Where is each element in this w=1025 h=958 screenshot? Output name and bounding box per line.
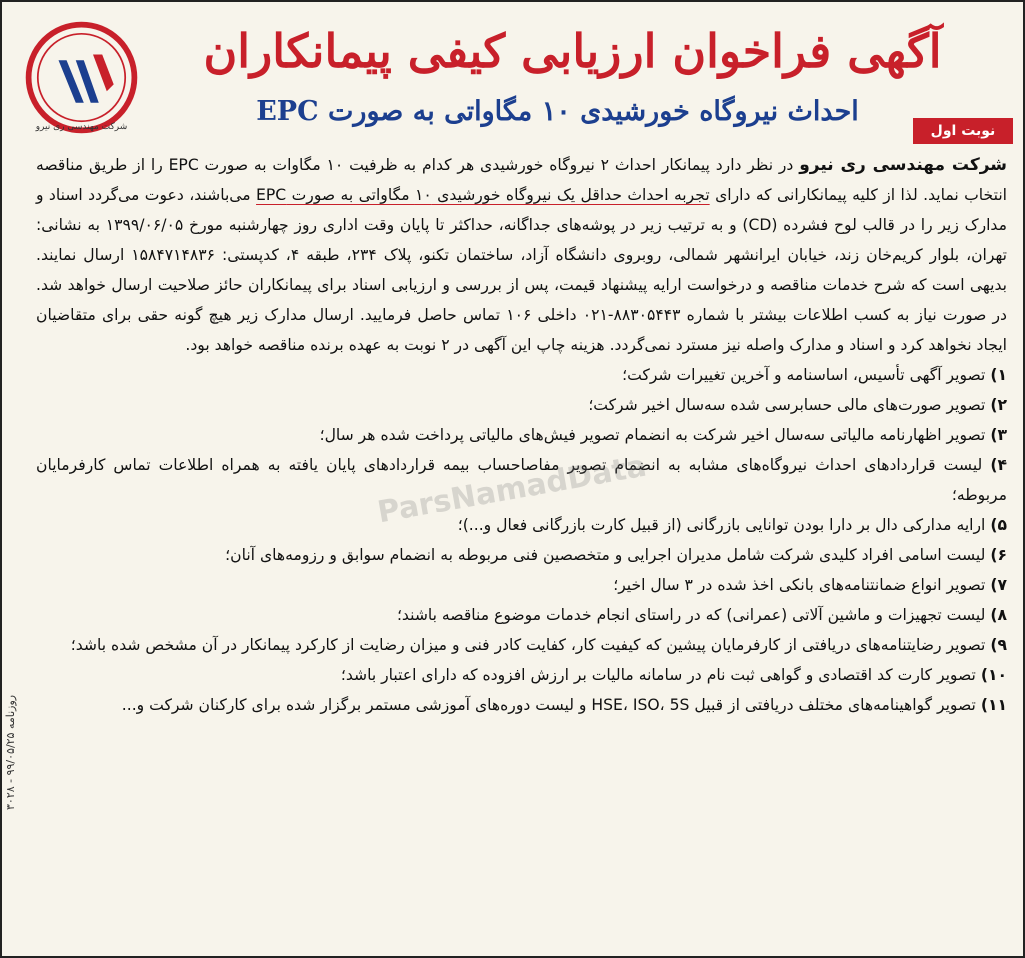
item-text: تصویر انواع ضمانتنامه‌های بانکی اخذ شده در ۳ سال اخیر؛ bbox=[613, 576, 991, 594]
list-item bbox=[36, 510, 1007, 540]
list-item bbox=[36, 420, 1007, 450]
item-number: ۴) bbox=[990, 456, 1007, 474]
item-number: ۹) bbox=[990, 636, 1007, 654]
item-text: تصویر رضایتنامه‌های دریافتی از کارفرمایان پیشین که کیفیت کار، کفایت کادر فنی و میزان رضایت از کارکرد پیمانکار در آن مشخص شده باشد؛ bbox=[70, 636, 991, 654]
item-text: تصویر کارت کد اقتصادی و گواهی ثبت نام در سامانه مالیات بر ارزش افزوده که دارای اعتبار باشد؛ bbox=[340, 666, 981, 684]
item-number: ۱۱) bbox=[980, 696, 1007, 714]
requirements-list bbox=[36, 360, 1007, 720]
item-text: تصویر آگهی تأسیس، اساسنامه و آخرین تغییرات شرکت؛ bbox=[622, 366, 991, 384]
list-item bbox=[36, 630, 1007, 660]
list-item bbox=[36, 660, 1007, 690]
logo-caption: شرکت مهندسی ری نیرو bbox=[35, 122, 128, 132]
item-text: لیست اسامی افراد کلیدی شرکت شامل مدیران اجرایی و متخصصین فنی مربوطه به انضمام سوابق و رزومه‌های آنان؛ bbox=[225, 546, 991, 564]
item-number: ۱) bbox=[990, 366, 1007, 384]
watermark: ParsNamadData bbox=[374, 448, 650, 531]
ad-title: آگهی فراخوان ارزیابی کیفی پیمانکاران bbox=[203, 24, 942, 78]
round-badge: نوبت اول bbox=[913, 118, 1013, 144]
list-item bbox=[36, 390, 1007, 420]
list-item bbox=[36, 600, 1007, 630]
list-item bbox=[36, 540, 1007, 570]
item-number: ۱۰) bbox=[980, 666, 1007, 684]
intro-paragraph bbox=[36, 150, 1007, 360]
ad-body bbox=[36, 150, 1007, 720]
ad-subtitle: احداث نیروگاه خورشیدی ۱۰ مگاواتی به صورت EPC bbox=[256, 96, 859, 127]
item-text: تصویر اظهارنامه مالیاتی سه‌سال اخیر شرکت به انضمام تصویر فیش‌های مالیاتی پرداخت شده هر سال؛ bbox=[319, 426, 991, 444]
intro-text-1: در نظر دارد پیمانکار احداث ۲ نیروگاه خورشیدی هر کدام به ظرفیت ۱۰ مگاوات به صورت EPC را از طریق مناقصه انتخاب نماید. لذا از کلیه پیمانکارانی که دارای bbox=[36, 156, 1008, 204]
newspaper-side-label: روزنامه ۹۹/۰۵/۲۵ - ۳۰۲۸ bbox=[4, 694, 17, 810]
item-number: ۵) bbox=[990, 516, 1007, 534]
item-number: ۶) bbox=[990, 546, 1007, 564]
company-name: شرکت مهندسی ری نیرو bbox=[799, 155, 1007, 175]
item-text: لیست قراردادهای احداث نیروگاه‌های مشابه به انضمام تصویر مفاصاحساب بیمه قراردادهای پایان یافته به همراه اطلاعات تماس کارفرمایان مربوطه؛ bbox=[36, 456, 1007, 504]
item-number: ۷) bbox=[990, 576, 1007, 594]
item-text: تصویر صورت‌های مالی حسابرسی شده سه‌سال اخیر شرکت؛ bbox=[588, 396, 991, 414]
list-item bbox=[36, 360, 1007, 390]
intro-underlined: تجربه احداث حداقل یک نیروگاه خورشیدی ۱۰ مگاواتی به صورت EPC bbox=[256, 186, 710, 204]
item-text: تصویر گواهینامه‌های مختلف دریافتی از قبیل HSE، ISO، 5S و لیست دوره‌های آموزشی مستمر برگزار شده برای کارکنان شرکت و... bbox=[121, 696, 981, 714]
item-number: ۸) bbox=[990, 606, 1007, 624]
intro-text-2: می‌باشند، دعوت می‌گردد اسناد و مدارک زیر را در قالب لوح فشرده (CD) و به ترتیب زیر در پوشه‌های جداگانه، حداکثر تا پایان وقت اداری روز چهارشنبه مورخ ۱۳۹۹/۰۶/۰۵ به نشانی: تهران، بلوار کریم‌خان زند، خیابان ایرانشهر شمالی، روبروی دانشگاه آزاد، ساختمان تکنو، پلاک ۲۳۴، طبقه ۴، کدپستی: ۱۵۸۴۷۱۴۸۳۶ ارسال نمایند. بدیهی است که شرح خدمات مناقصه و درخواست ارایه پیشنهاد قیمت، پس از بررسی و ارزیابی اسناد برای پیمانکاران حائز صلاحیت ارسال خواهد شد. در صورت نیاز به کسب اطلاعات بیشتر با شماره ۸۸۳۰۵۴۴۳-۰۲۱ داخلی ۱۰۶ تماس حاصل فرمایید. ارسال مدارک زیر هیچ گونه حقی برای متقاضیان ایجاد نخواهد کرد و اسناد و مدارک واصله نیز مسترد نمی‌گردد. هزینه چاپ این آگهی در ۲ نوبت به عهده برنده مناقصه خواهد بود. bbox=[36, 186, 1008, 354]
list-item bbox=[36, 570, 1007, 600]
company-logo-icon bbox=[24, 20, 139, 135]
item-number: ۲) bbox=[990, 396, 1007, 414]
item-number: ۳) bbox=[990, 426, 1007, 444]
item-text: لیست تجهیزات و ماشین آلاتی (عمرانی) که در راستای انجام خدمات موضوع مناقصه باشند؛ bbox=[396, 606, 991, 624]
list-item bbox=[36, 690, 1007, 720]
item-text: ارایه مدارکی دال بر دارا بودن توانایی بازرگانی (از قبیل کارت بازرگانی فعال و...)؛ bbox=[457, 516, 991, 534]
